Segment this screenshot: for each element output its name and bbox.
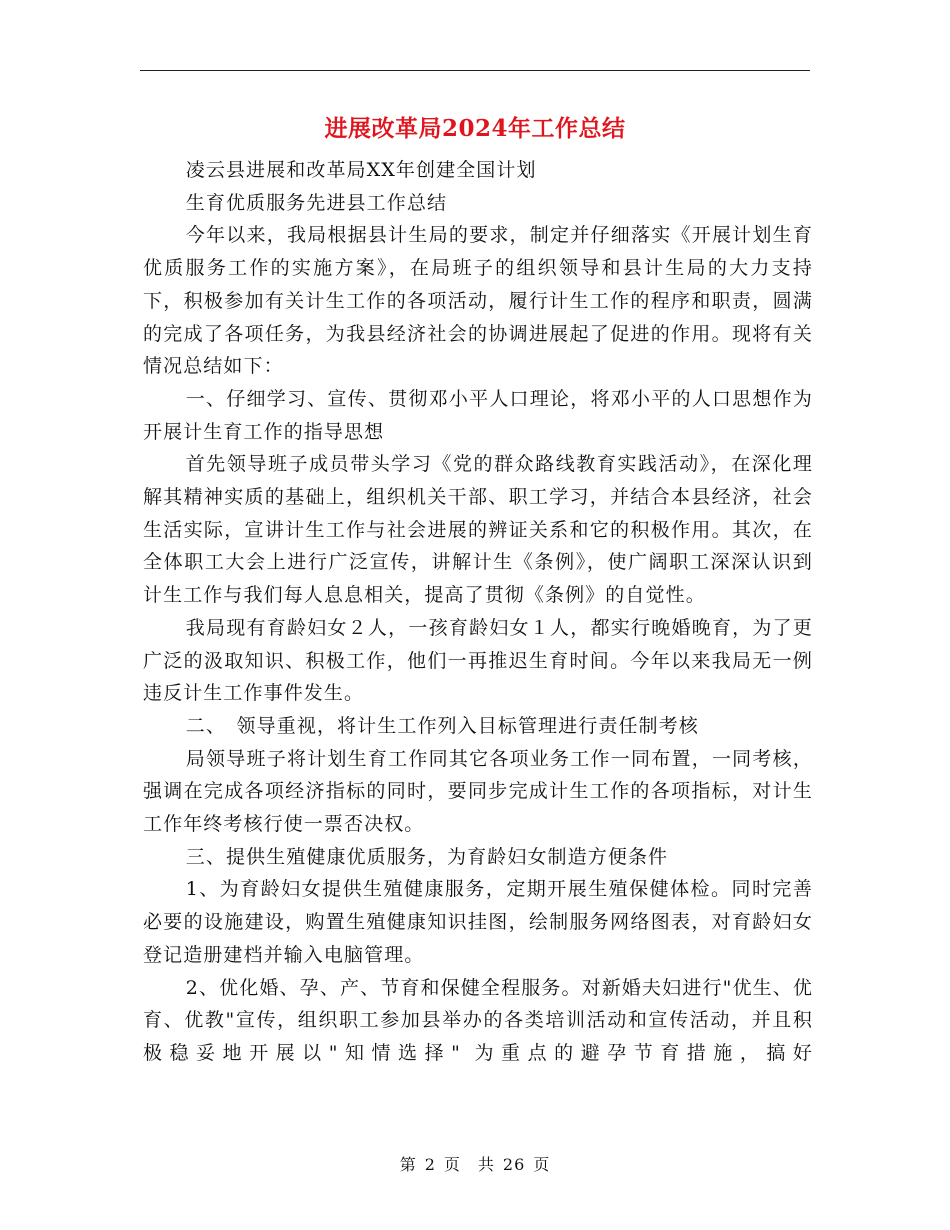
paragraph: 今年以来，我局根据县计生局的要求，制定并仔细落实《开展计划生育优质服务工作的实施方案》，在局班子的组织领导和县计生局的大力支持下，积极参加有关计生工作的各项活动，履行计生工作的程序和职责，圆满的完成了各项任务，为我县经济社会的协调进展起了促进的作用。现将有关情况总结如下： (143, 224, 813, 378)
paragraph: 1、为育龄妇女提供生殖健康服务，定期开展生殖保健体检。同时完善必要的设施建设，购置生殖健康知识挂图，绘制服务网络图表，对育龄妇女登记造册建档并输入电脑管理。 (143, 878, 813, 966)
page-label-prefix: 第 (399, 1155, 417, 1174)
section-heading: 一、仔细学习、宣传、贯彻邓小平人口理论，将邓小平的人口思想作为开展计生育工作的指导思想 (143, 387, 813, 443)
header-rule (140, 70, 810, 71)
section-heading: 三、提供生殖健康优质服务，为育龄妇女制造方便条件 (185, 845, 669, 868)
total-pages-number: 26 (502, 1155, 526, 1174)
page-footer (0, 1152, 950, 1175)
paragraph: 生育优质服务先进县工作总结 (185, 191, 448, 214)
page-label-suffix: 页 (533, 1155, 551, 1174)
current-page-number: 2 (424, 1155, 436, 1174)
document-body (143, 154, 813, 1070)
paragraph: 局领导班子将计划生育工作同其它各项业务工作一同布置，一同考核，强调在完成各项经济指标的同时，要同步完成计生工作的各项指标，对计生工作年终考核行使一票否决权。 (143, 747, 813, 836)
page-label-mid: 页 共 (443, 1155, 495, 1174)
section-heading: 二、 领导重视，将计生工作列入目标管理进行责任制考核 (185, 714, 699, 737)
document-title: 进展改革局2024年工作总结 (324, 115, 626, 142)
paragraph: 凌云县进展和改革局XX年创建全国计划 (185, 159, 537, 181)
paragraph: 2、优化婚、孕、产、节育和保健全程服务。对新婚夫妇进行"优生、优育、优教"宣传，组织职工参加县举办的各类培训活动和宣传活动，并且积极稳妥地开展以"知情选择" 为重点的避孕节育措施，搞好 (143, 976, 813, 1064)
paragraph: 我局现有育龄妇女２人，一孩育龄妇女１人，都实行晚婚晚育，为了更广泛的汲取知识、积极工作，他们一再推迟生育时间。今年以来我局无一例违反计生工作事件发生。 (143, 616, 813, 705)
paragraph: 首先领导班子成员带头学习《党的群众路线教育实践活动》，在深化理解其精神实质的基础上，组织机关干部、职工学习，并结合本县经济，社会生活实际，宣讲计生工作与社会进展的辨证关系和它的积极作用。其次，在全体职工大会上进行广泛宣传，讲解计生《条例》，使广阔职工深深认识到计生工作与我们每人息息相关，提高了贯彻《条例》的自觉性。 (143, 453, 813, 607)
